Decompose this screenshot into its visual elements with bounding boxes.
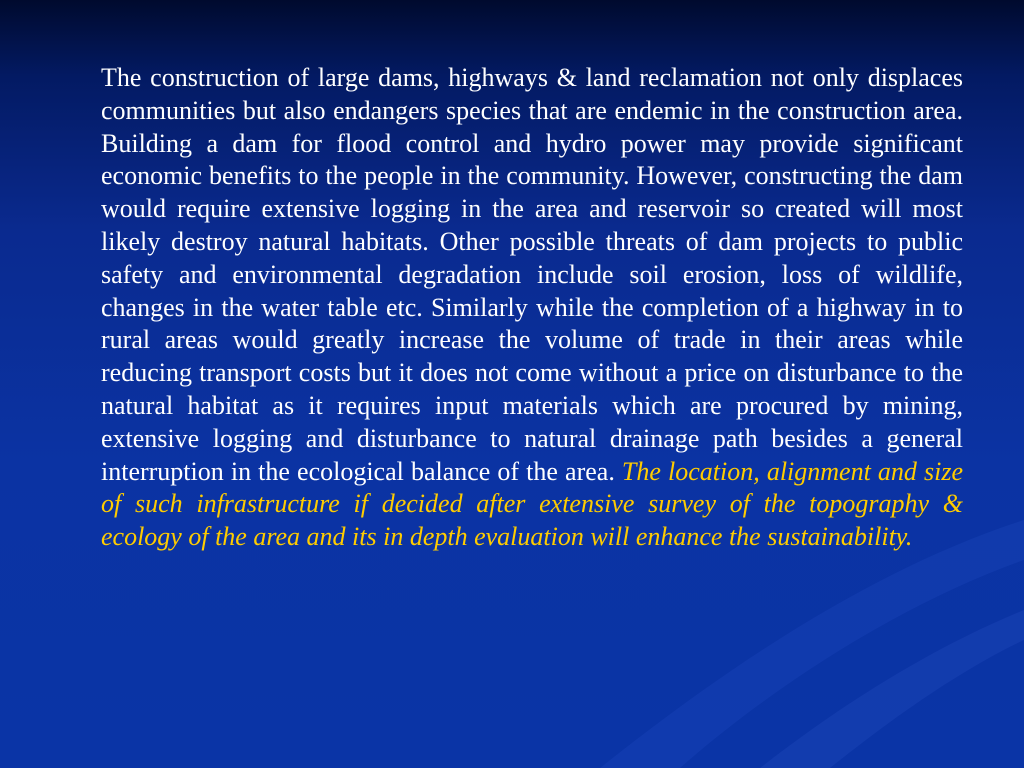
body-paragraph: The construction of large dams, highways & land reclamation not only displaces communities but also endangers species that are endemic in the construction area. Building a dam for flood control and hydro power may provide significant economic benefits to the people in the community. However, constructing the dam would require extensive logging in the area and reservoir so created will most likely destroy natural habitats. Other possible threats of dam projects to public safety and environmental degradation include soil erosion, loss of wildlife, changes in the water table etc. Similarly while the completion of a highway in to rural areas would greatly increase the volume of trade in their areas while reducing transport costs but it does not come without a price on disturbance to the natural habitat as it requires input materials which are procured by mining, extensive logging and disturbance to natural drainage path besides a general interruption in the ecological balance of the area. xyxy=(101,63,963,486)
slide-body-text xyxy=(101,62,963,554)
highlight-sentence: The location, alignment and size of such infrastructure if decided after extensive survey of the topography & ecology of the area and its in depth evaluation will enhance the sustainability. xyxy=(101,456,964,552)
